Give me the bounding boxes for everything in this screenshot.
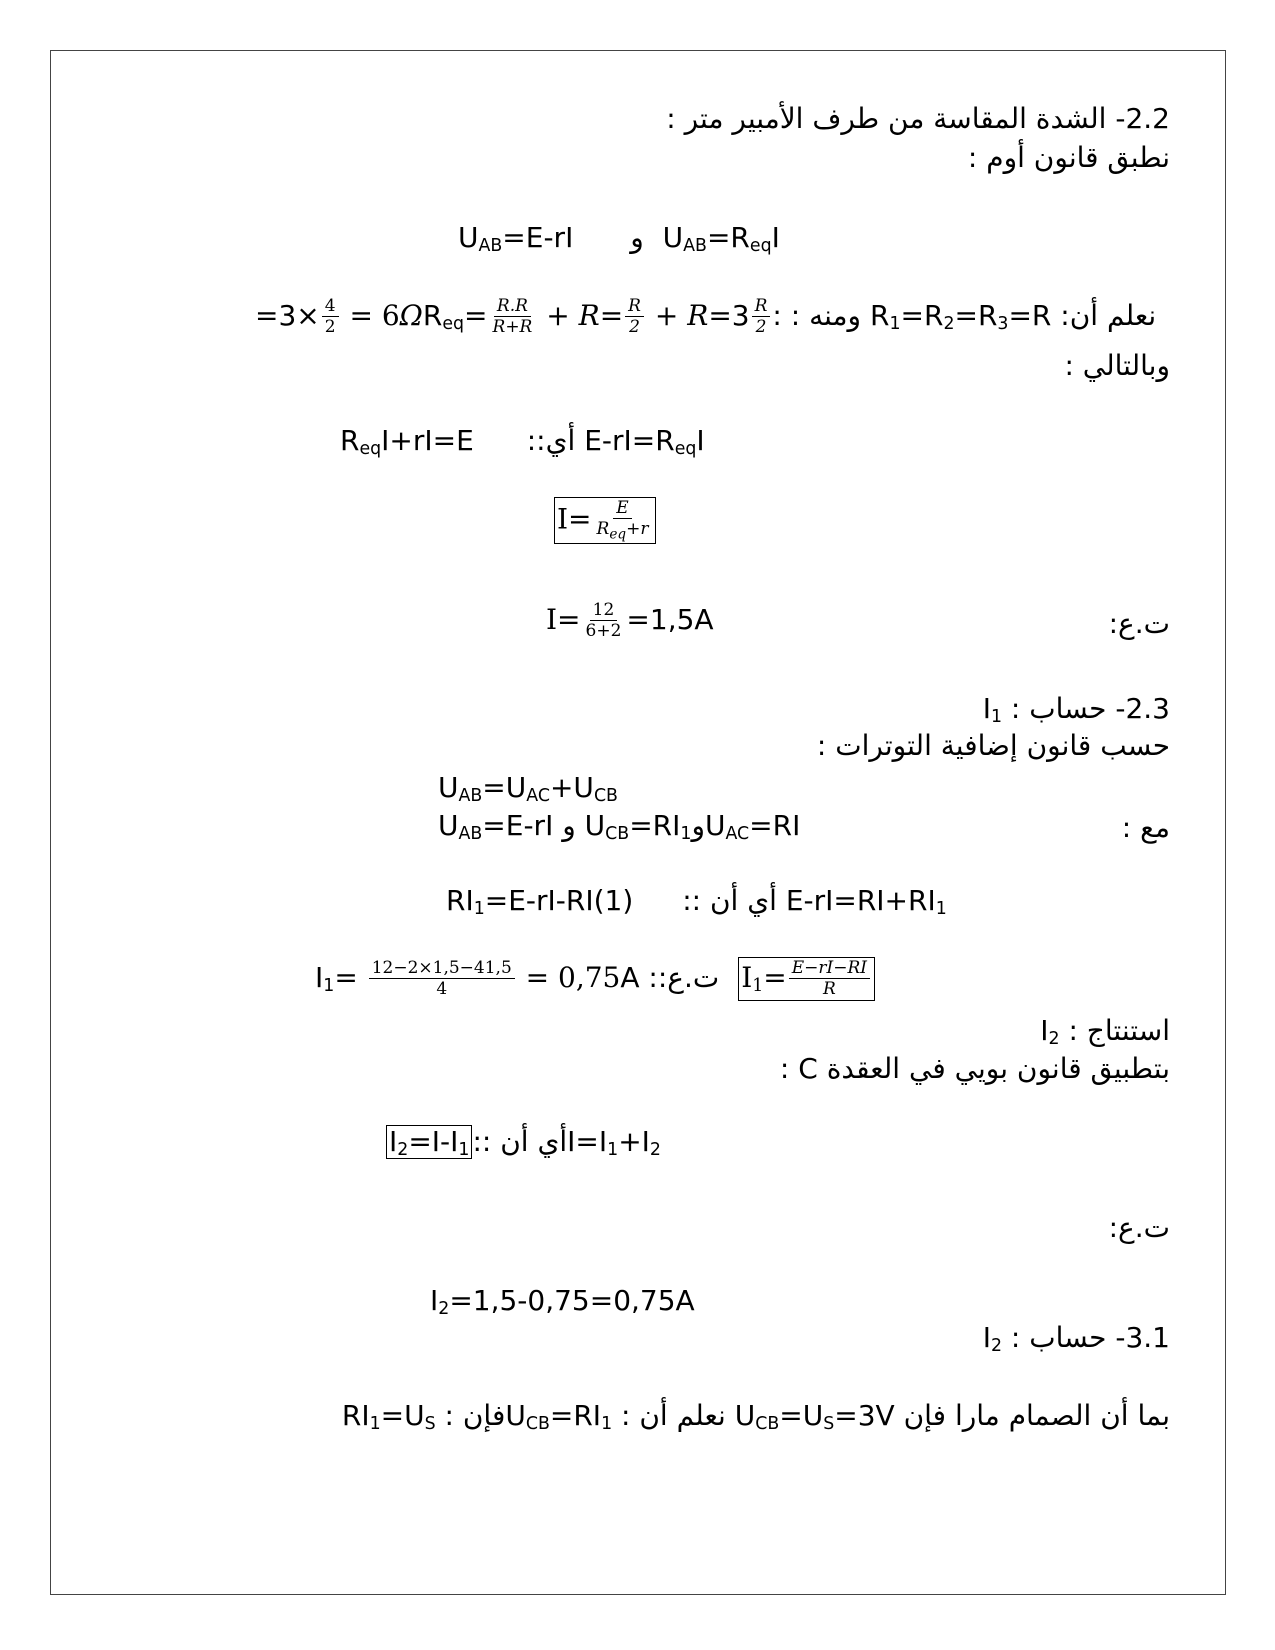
deduce-i2-line: استنتاج I2 : <box>1040 1014 1170 1050</box>
numeric-application-label-2: ت.ع: <box>1108 1211 1170 1244</box>
current-i2-numeric-value: I2=1,5-0,75=0,75A <box>430 1284 695 1320</box>
section-3-1-title: 3.1- حساب I2 : <box>982 1321 1170 1357</box>
with-label: مع : <box>1121 811 1170 844</box>
current-i1-relation-line: RI1=E-rI-RI(1) :أي أن : E-rI=RI+RI1 <box>446 884 947 920</box>
current-relation-line: ReqI+rI=E :أي: E-rI=ReqI <box>340 424 705 460</box>
current-i1-calculation-line: I1= $\frac{12-2\times 1,5-41,5}{4}$ = 0,75A :ت.ع: I1= $\frac{E-rI-RI}{R}$ <box>315 957 875 1001</box>
diode-condition-line: بما أن الصمام مارا فإن UCB=US=3V نعلم أن : UCB=RI1فإن : RI1=US <box>341 1399 1170 1435</box>
current-i2-relation-line: I2=I-I1 :أي أن :I=I1+I2 <box>386 1125 661 1159</box>
equivalent-resistance-line: =3× $\frac{4}{2}$ = 6ΩReq= $\frac{R.R}{R+R}$ + R= $\frac{R}{2}$ + R=3 $\frac{R}{2}$ : ومنه : R1=R2=R3=R نعلم أن: <box>255 296 1157 338</box>
section-2-2-title: 2.2- الشدة المقاسة من طرف الأمبير متر : <box>666 102 1170 135</box>
numeric-application-label-1: ت.ع: <box>1108 607 1170 640</box>
section-2-3-title: 2.3- حساب I1 : <box>982 692 1170 728</box>
ohm-law-equations: UAB=E-rI و UAB=ReqI <box>458 221 780 257</box>
voltage-expressions-line: UAB=E-rI و UCB=RI1وUAC=RI <box>438 809 801 845</box>
node-law-line: بتطبيق قانون بويي في العقدة C : <box>779 1052 1170 1085</box>
therefore-line: وبالتالي : <box>1064 349 1170 382</box>
current-numeric-value: I= $\frac{12}{6+2}$ =1,5A <box>546 600 714 642</box>
ohm-law-line: نطبق قانون أوم : <box>967 141 1170 174</box>
current-formula-box: I= $\frac{E}{R_{eq}+r}$ <box>554 497 656 544</box>
voltage-addition-law-line: حسب قانون إضافية التوترات : <box>816 729 1170 762</box>
voltage-sum-equation: UAB=UAC+UCB <box>438 771 618 807</box>
